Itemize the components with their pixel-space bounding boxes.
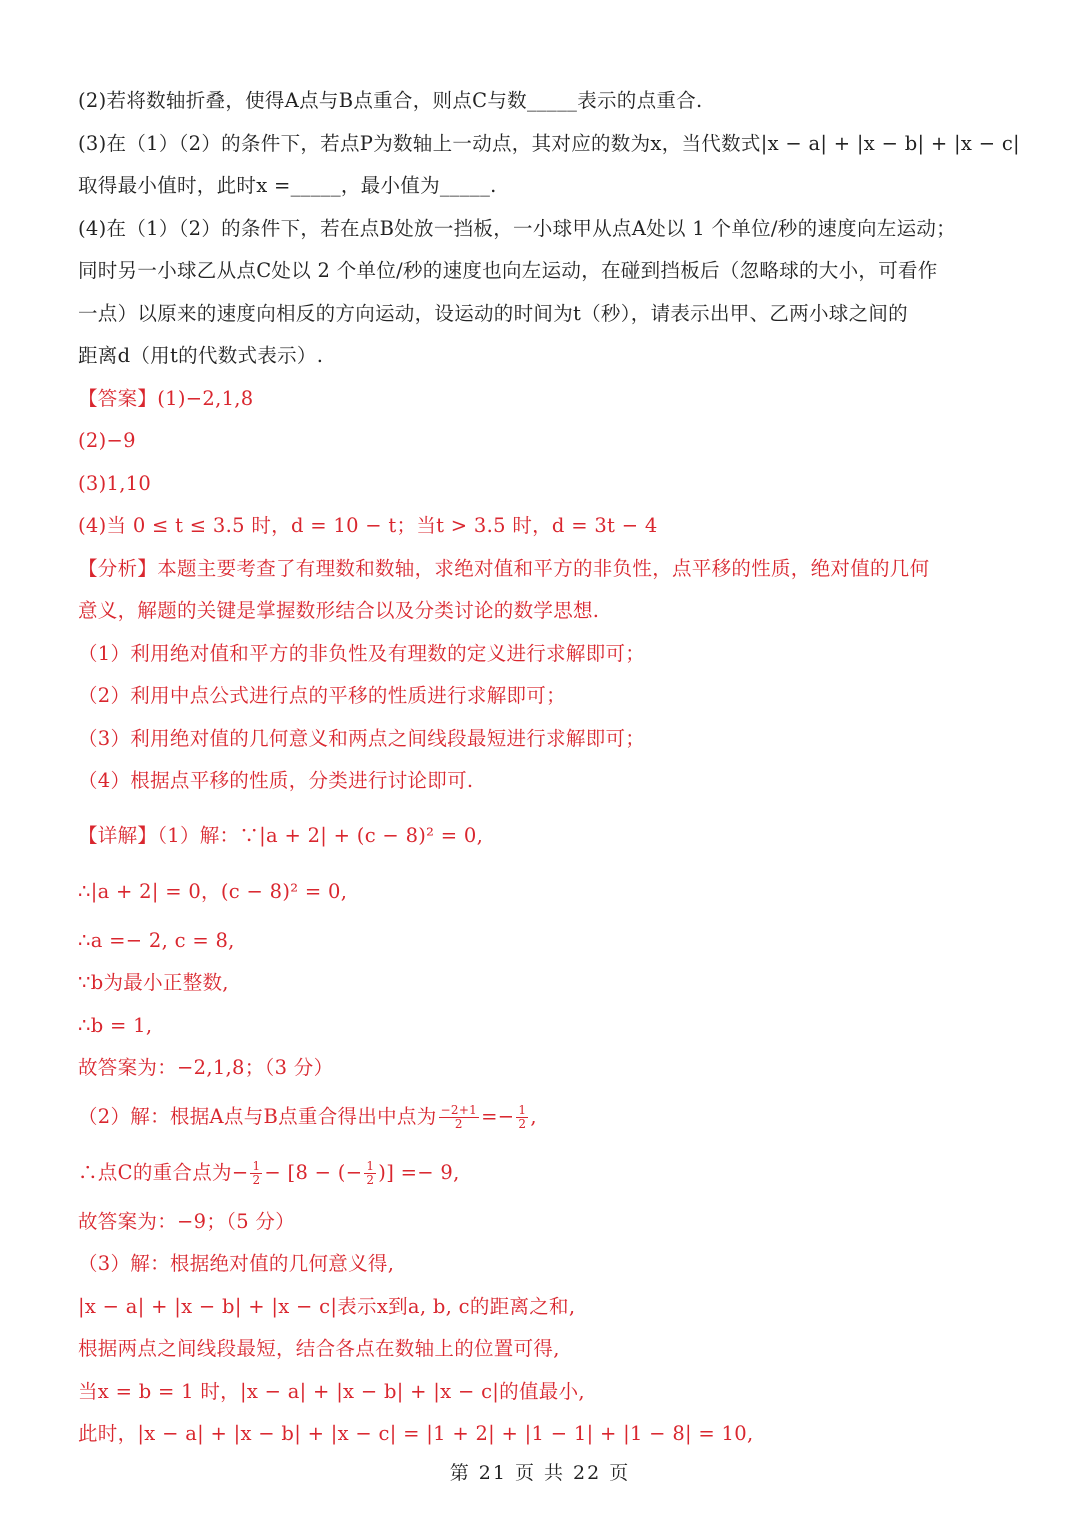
analysis-line-6: （4）根据点平移的性质，分类进行讨论即可. (78, 769, 474, 792)
document-body (78, 80, 1020, 1456)
detail-line-2: ∴|a + 2| = 0，(c − 8)² = 0, (78, 880, 348, 903)
question-part-4-line-3: 一点）以原来的速度向相反的方向运动，设运动的时间为t（秒），请表示出甲、乙两小球之间的 (78, 301, 908, 325)
detail-line-8: ∴点C的重合点为− $\frac{1}{2}$ − [8 − (− $\frac{1}{2}$ )] =− 9, (78, 1159, 460, 1187)
analysis-line-2: 意义，解题的关键是掌握数形结合以及分类讨论的数学思想. (78, 599, 600, 622)
analysis-line-3: （1）利用绝对值和平方的非负性及有理数的定义进行求解即可； (78, 641, 646, 665)
question-part-3-line-2: 取得最小值时，此时x =_____，最小值为_____. (78, 174, 497, 197)
half-fraction: $\frac{1}{2}$ (366, 1159, 375, 1187)
half-fraction: $\frac{1}{2}$ (518, 1102, 527, 1131)
question-part-2: (2)若将数轴折叠，使得A点与B点重合，则点C与数_____表示的点重合. (78, 89, 703, 112)
detail-line-12: 根据两点之间线段最短，结合各点在数轴上的位置可得, (78, 1337, 560, 1360)
analysis-line-1: 【分析】本题主要考查了有理数和数轴，求绝对值和平方的非负性，点平移的性质，绝对值的几何 (78, 556, 930, 580)
detail-line-5: ∴b = 1, (78, 1013, 153, 1037)
detail-line-14: 此时，|x − a| + |x − b| + |x − c| = |1 + 2| + |1 − 1| + |1 − 8| = 10, (78, 1422, 754, 1445)
detail-line-6: 故答案为：−2,1,8；（3 分） (78, 1056, 334, 1079)
question-part-4-line-1: (4)在（1）（2）的条件下，若在点B处放一挡板，一小球甲从点A处以 1 个单位/秒的速度向左运动； (78, 216, 956, 240)
analysis-line-5: （3）利用绝对值的几何意义和两点之间线段最短进行求解即可； (78, 726, 646, 750)
detail-line-13: 当x = b = 1 时，|x − a| + |x − b| + |x − c|的值最小, (78, 1379, 585, 1403)
half-fraction: $\frac{1}{2}$ (252, 1159, 261, 1187)
question-part-4-line-2: 同时另一小球乙从点C处以 2 个单位/秒的速度也向左运动，在碰到挡板后（忽略球的大小，可看作 (78, 259, 938, 282)
question-part-3-line-1: (3)在（1）（2）的条件下，若点P为数轴上一动点，其对应的数为x，当代数式|x − a| + |x − b| + |x − c| (78, 131, 1020, 155)
page-footer: 第 21 页 共 22 页 (449, 1462, 631, 1484)
detail-line-10: （3）解：根据绝对值的几何意义得, (78, 1252, 395, 1275)
answer-line-4: (4)当 0 ≤ t ≤ 3.5 时，d = 10 − t；当t > 3.5 时，d = 3t − 4 (78, 514, 658, 537)
detail-line-11: |x − a| + |x − b| + |x − c|表示x到a, b, c的距离之和, (78, 1294, 576, 1318)
answer-line-3: (3)1,10 (78, 471, 152, 495)
question-part-4-line-4: 距离d（用t的代数式表示）. (78, 344, 324, 367)
detail-line-7-text: （2）解：根据A点与B点重合得出中点为 (78, 1104, 437, 1128)
answer-line-1: 【答案】(1)−2,1,8 (78, 386, 254, 410)
detail-line-1: 【详解】（1）解：∵|a + 2| + (c − 8)² = 0, (78, 823, 484, 847)
answer-line-2: (2)−9 (78, 429, 136, 452)
detail-line-3: ∴a =− 2, c = 8, (78, 928, 235, 952)
detail-line-4: ∵b为最小正整数, (78, 971, 229, 994)
detail-line-7: （2）解：根据A点与B点重合得出中点为 $\frac{-2+1}{2}$ =− $\frac{1}{2}$ , (78, 1102, 537, 1131)
analysis-line-4: （2）利用中点公式进行点的平移的性质进行求解即可； (78, 684, 566, 707)
detail-line-9: 故答案为：−9；（5 分） (78, 1209, 296, 1233)
midpoint-fraction: $\frac{-2+1}{2}$ (440, 1102, 478, 1131)
